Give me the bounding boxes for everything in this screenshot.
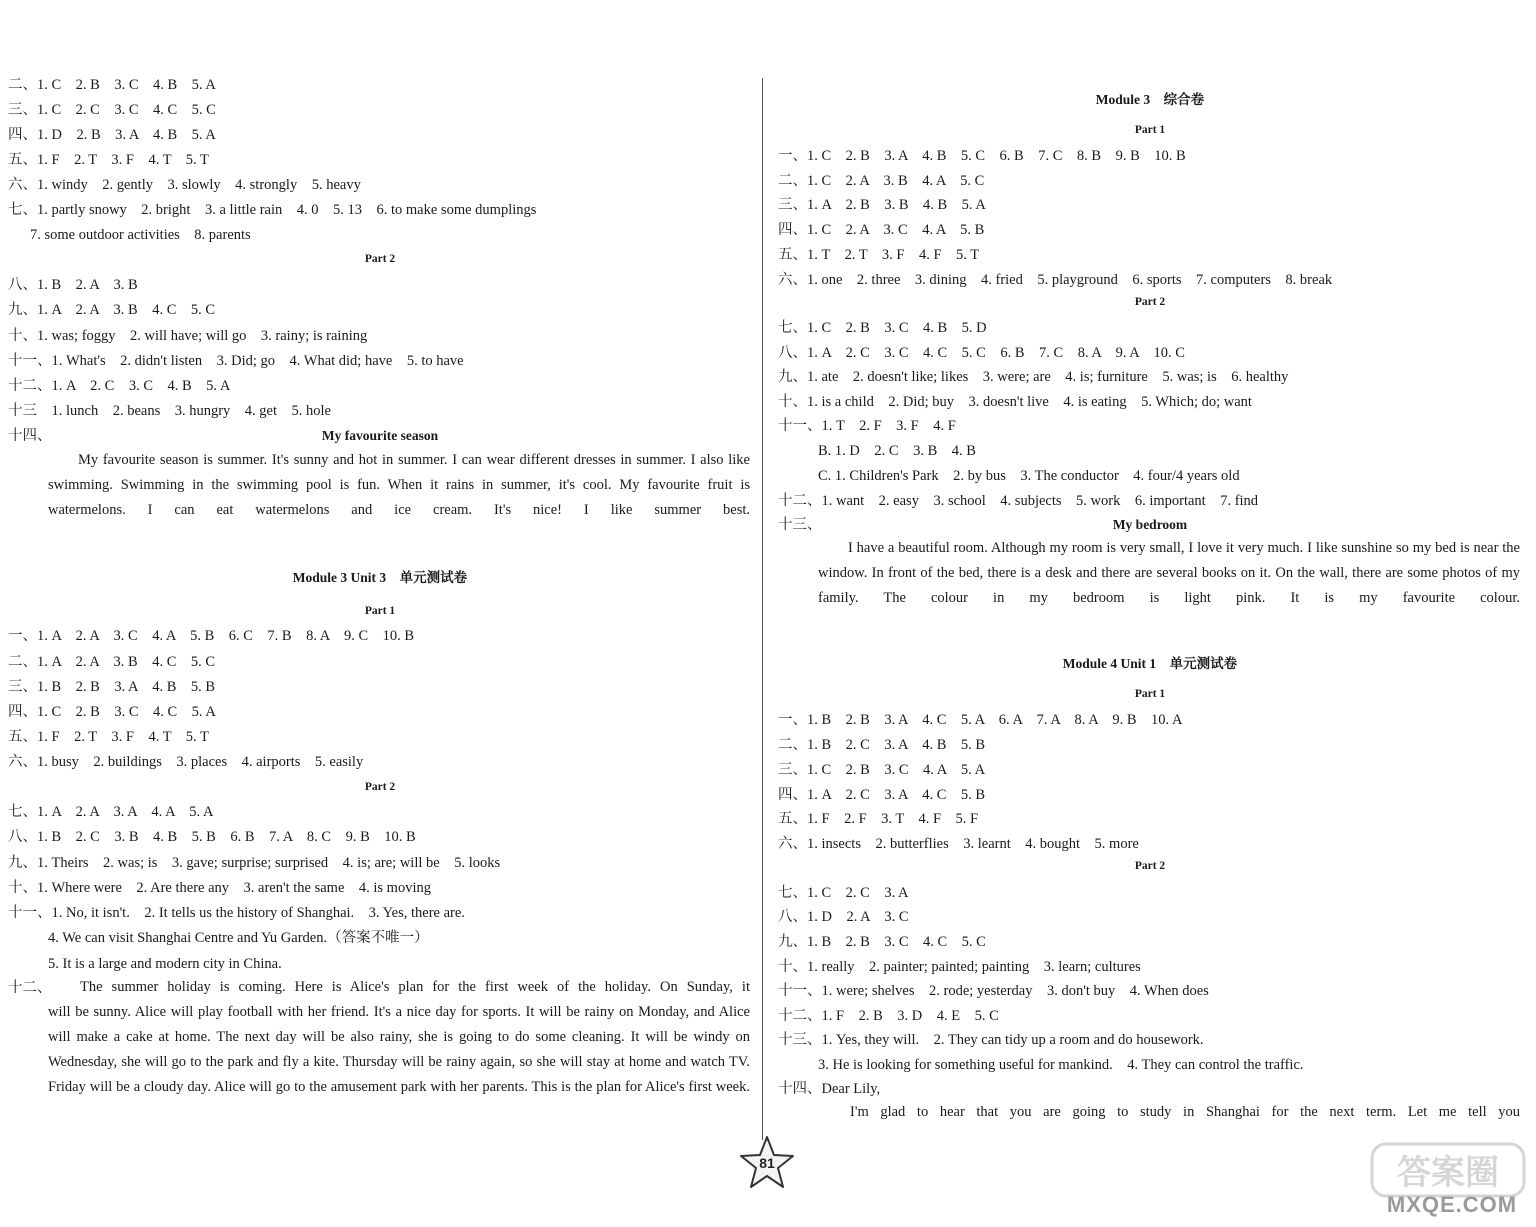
answer-line: B. 1. D 2. C 3. B 4. B	[818, 443, 976, 459]
answer-line: 十、1. is a child 2. Did; buy 3. doesn't live 4. is eating 5. Which; do; want	[778, 394, 1252, 410]
answer-line: 十、1. really 2. painter; painted; painting 3. learn; cultures	[778, 959, 1141, 975]
answer-line: 三、1. B 2. B 3. A 4. B 5. B	[8, 679, 216, 695]
answer-line: 四、1. C 2. A 3. C 4. A 5. B	[778, 222, 985, 238]
answer-line: 六、1. one 2. three 3. dining 4. fried 5. playground 6. sports 7. computers 8. break	[778, 272, 1333, 288]
answer-line: 四、1. D 2. B 3. A 4. B 5. A	[8, 127, 216, 143]
answer-line: 二、1. B 2. C 3. A 4. B 5. B	[778, 737, 986, 753]
watermark-url: MXQE.COM	[1386, 1192, 1518, 1217]
answer-line: 一、1. C 2. B 3. A 4. B 5. C 6. B 7. C 8. B 9. B 10. B	[778, 148, 1186, 164]
answer-line: 五、1. T 2. T 3. F 4. F 5. T	[778, 247, 980, 263]
answer-line: 五、1. F 2. T 3. F 4. T 5. T	[8, 152, 209, 168]
answer-line: 十一、1. What's 2. didn't listen 3. Did; go 4. What did; have 5. to have	[8, 353, 464, 369]
answer-line: 七、1. partly snowy 2. bright 3. a little rain 4. 0 5. 13 6. to make some dumplings	[8, 202, 537, 218]
answer-line: 十三、1. Yes, they will. 2. They can tidy up a room and do housework.	[778, 1032, 1204, 1048]
answer-line: 十、1. Where were 2. Are there any 3. aren't the same 4. is moving	[8, 880, 431, 896]
answer-line: 七、1. C 2. C 3. A	[778, 885, 909, 901]
answer-line: 十二、1. want 2. easy 3. school 4. subjects 5. work 6. important 7. find	[778, 493, 1259, 509]
answer-line: 二、1. A 2. A 3. B 4. C 5. C	[8, 654, 216, 670]
answer-line: 一、1. B 2. B 3. A 4. C 5. A 6. A 7. A 8. A 9. B 10. A	[778, 712, 1183, 728]
essay-paragraph: will be sunny. Alice will play football with her friend. It's a nice day for sports. It will be rainy on Monday, and Alice will make a cake at home. The next day will be also rainy, she is going to do some cleaning. It will be windy on Wednesday, she will go to the park and fly a kite. Thursday will be rainy again, so she will stay at home and watch TV. Friday will be a cloudy day. Alice will go to the amusement park with her parents. This is the plan for Alice's first week.	[48, 1004, 750, 1095]
answer-line: 六、1. windy 2. gently 3. slowly 4. strongly 5. heavy	[8, 177, 361, 193]
answer-line: 十一、1. T 2. F 3. F 4. F	[778, 418, 956, 434]
answer-line: 四、1. A 2. C 3. A 4. C 5. B	[778, 787, 986, 803]
part-heading: Part 1	[364, 605, 396, 617]
part-heading: Part 2	[1134, 860, 1166, 872]
answer-line: 九、1. B 2. B 3. C 4. C 5. C	[778, 934, 986, 950]
essay-paragraph: I'm glad to hear that you are going to study in Shanghai for the next term. Let me tell you	[850, 1104, 1520, 1120]
answer-line: 九、1. ate 2. doesn't like; likes 3. were; are 4. is; furniture 5. was; is 6. healthy	[778, 369, 1289, 385]
page-number: 81	[759, 1155, 775, 1171]
answer-line: 7. some outdoor activities 8. parents	[30, 227, 251, 243]
part-heading: Part 2	[1134, 296, 1166, 308]
answer-line: 八、1. D 2. A 3. C	[778, 909, 909, 925]
answer-line: 七、1. A 2. A 3. A 4. A 5. A	[8, 804, 214, 820]
essay-paragraph: I have a beautiful room. Although my room is very small, I love it very much. I like sunshine so my bed is near the window. In front of the bed, there is a desk and there are several books on it. On the wall, there are some photos of my family. The colour in my bedroom is light pink. It is my favourite colour.	[818, 540, 1520, 606]
answer-line: 五、1. F 2. F 3. T 4. F 5. F	[778, 811, 979, 827]
answer-line: 二、1. C 2. A 3. B 4. A 5. C	[778, 173, 985, 189]
watermark-text: 答案圈	[1397, 1153, 1499, 1193]
answer-line: 十、1. was; foggy 2. will have; will go 3. rainy; is raining	[8, 328, 368, 344]
answer-line: 九、1. Theirs 2. was; is 3. gave; surprise; surprised 4. is; are; will be 5. looks	[8, 855, 501, 871]
answer-line: 二、1. C 2. B 3. C 4. B 5. A	[8, 77, 216, 93]
answer-line: 三、1. C 2. C 3. C 4. C 5. C	[8, 102, 216, 118]
answer-line: 五、1. F 2. T 3. F 4. T 5. T	[8, 729, 209, 745]
answer-line: 三、1. C 2. B 3. C 4. A 5. A	[778, 762, 986, 778]
question-number: 十二、	[8, 980, 52, 996]
answer-line: 十二、1. A 2. C 3. C 4. B 5. A	[8, 378, 231, 394]
answer-line: 六、1. insects 2. butterflies 3. learnt 4. bought 5. more	[778, 836, 1139, 852]
answer-line: 三、1. A 2. B 3. B 4. B 5. A	[778, 197, 986, 213]
essay-title: My favourite season	[321, 428, 439, 443]
answer-line: 八、1. A 2. C 3. C 4. C 5. C 6. B 7. C 8. A 9. A 10. C	[778, 345, 1185, 361]
answer-line: 十二、1. F 2. B 3. D 4. E 5. C	[778, 1008, 999, 1024]
section-heading: Module 3 综合卷	[1095, 92, 1205, 107]
answer-line: 十一、1. No, it isn't. 2. It tells us the history of Shanghai. 3. Yes, there are.	[8, 905, 465, 921]
answer-line: 十四、Dear Lily,	[778, 1081, 881, 1097]
essay-paragraph: My favourite season is summer. It's sunny and hot in summer. I can wear different dresses in summer. I also like swimming. Swimming in the swimming pool is fun. When it rains in summer, it's cool. My favourite fruit is watermelons. I can eat watermelons and ice cream. It's nice! I like summer best.	[48, 452, 750, 518]
answer-line: 四、1. C 2. B 3. C 4. C 5. A	[8, 704, 216, 720]
column-divider	[762, 78, 763, 1140]
answer-line: 九、1. A 2. A 3. B 4. C 5. C	[8, 302, 216, 318]
answer-line: 十三 1. lunch 2. beans 3. hungry 4. get 5. hole	[8, 403, 331, 419]
answer-line: 4. We can visit Shanghai Centre and Yu Garden.（答案不唯一）	[48, 930, 429, 946]
answer-line: 十一、1. were; shelves 2. rode; yesterday 3. don't buy 4. When does	[778, 983, 1209, 999]
essay-title: My bedroom	[1112, 517, 1188, 532]
essay-paragraph: The summer holiday is coming. Here is Alice's plan for the first week of the holiday. On Sunday, it	[80, 979, 750, 995]
answer-line: 七、1. C 2. B 3. C 4. B 5. D	[778, 320, 987, 336]
section-heading: Module 4 Unit 1 单元测试卷	[1062, 656, 1238, 671]
answer-line: 3. He is looking for something useful for mankind. 4. They can control the traffic.	[818, 1057, 1304, 1073]
part-heading: Part 2	[364, 253, 396, 265]
part-heading: Part 2	[364, 781, 396, 793]
answer-line: 八、1. B 2. C 3. B 4. B 5. B 6. B 7. A 8. C 9. B 10. B	[8, 829, 416, 845]
answer-line: C. 1. Children's Park 2. by bus 3. The conductor 4. four/4 years old	[818, 468, 1240, 484]
answer-line: 5. It is a large and modern city in China.	[48, 956, 282, 972]
part-heading: Part 1	[1134, 124, 1166, 136]
answer-line: 六、1. busy 2. buildings 3. places 4. airports 5. easily	[8, 754, 364, 770]
section-heading: Module 3 Unit 3 单元测试卷	[292, 570, 468, 585]
answer-line: 一、1. A 2. A 3. C 4. A 5. B 6. C 7. B 8. A 9. C 10. B	[8, 628, 415, 644]
part-heading: Part 1	[1134, 688, 1166, 700]
question-number: 十四、	[8, 428, 52, 444]
answer-line: 八、1. B 2. A 3. B	[8, 277, 138, 293]
question-number: 十三、	[778, 517, 822, 533]
